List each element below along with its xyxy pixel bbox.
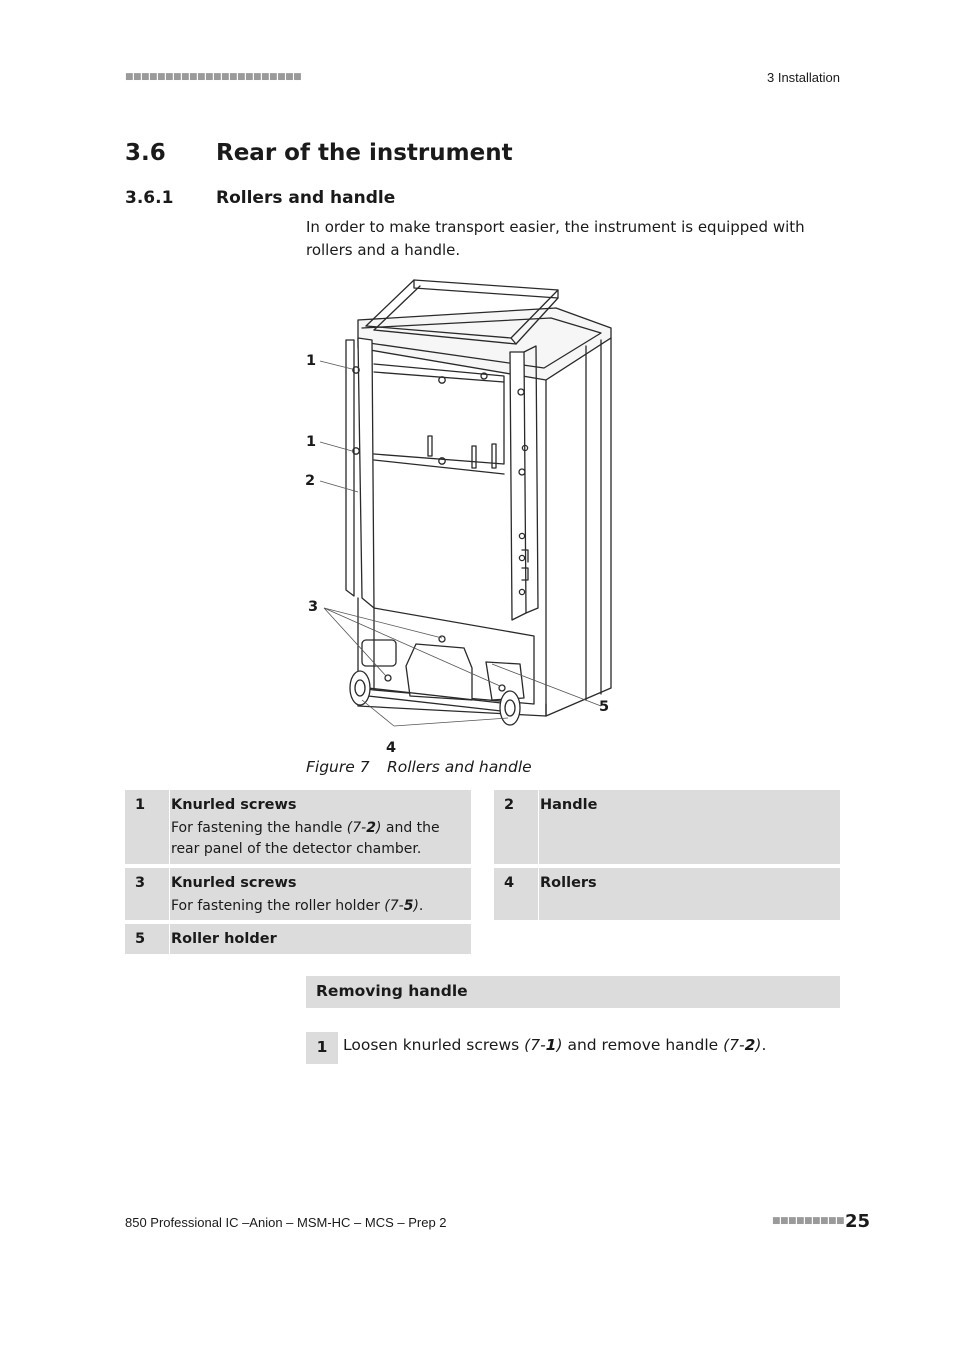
legend-number: 5 [135,931,146,947]
procedure-title: Removing handle [316,982,468,1000]
section-number: 3.6 [125,140,166,166]
step-number-badge [306,1032,338,1064]
step-number: 1 [316,1038,328,1056]
subsection-title: Rollers and handle [216,188,396,208]
instrument-rear-illustration [296,268,626,758]
footer-document-title: 850 Professional IC –Anion – MSM-HC – MCS – Prep 2 [125,1215,447,1230]
callout-1b: 1 [306,434,317,450]
intro-paragraph: In order to make transport easier, the instrument is equipped with rollers and a handle. [306,218,805,259]
subsection-heading [125,188,395,208]
header-decoration: ■■■■■■■■■■■■■■■■■■■■■■ [125,72,302,82]
legend-item [125,790,471,864]
figure-caption-label: Figure 7 [306,758,370,776]
page-number: 25 [845,1211,871,1232]
figure-caption-text: Rollers and handle [387,758,532,776]
legend-number: 4 [504,875,515,891]
legend-description: For fastening the roller holder (7-5). [171,898,424,914]
legend-item [494,790,840,864]
legend-item [125,924,471,954]
callout-5: 5 [599,699,610,715]
legend-item [125,868,471,920]
legend-title: Rollers [540,875,597,891]
callout-3: 3 [308,599,319,615]
subsection-number: 3.6.1 [125,188,174,208]
callout-2: 2 [305,473,316,489]
footer-decoration: ■■■■■■■■■ [772,1216,845,1226]
legend-item [494,868,840,920]
legend-number: 1 [135,797,146,813]
legend-description: For fastening the handle (7-2) and the rear panel of the detector chamber. [171,820,440,857]
running-header-chapter: 3 Installation [767,70,840,85]
section-heading [125,140,513,166]
legend-title: Knurled screws [171,797,297,813]
callout-1a: 1 [306,353,317,369]
legend-title: Handle [540,797,598,813]
section-title: Rear of the instrument [216,140,513,166]
legend-number: 3 [135,875,146,891]
callout-4: 4 [386,740,397,756]
legend-number: 2 [504,797,515,813]
figure-caption [306,758,532,776]
instrument-drawing [296,268,626,758]
step-instruction: Loosen knurled screws (7-1) and remove handle (7-2). [343,1036,767,1054]
procedure-heading [306,976,840,1008]
legend-title: Roller holder [171,931,277,947]
legend-title: Knurled screws [171,875,297,891]
